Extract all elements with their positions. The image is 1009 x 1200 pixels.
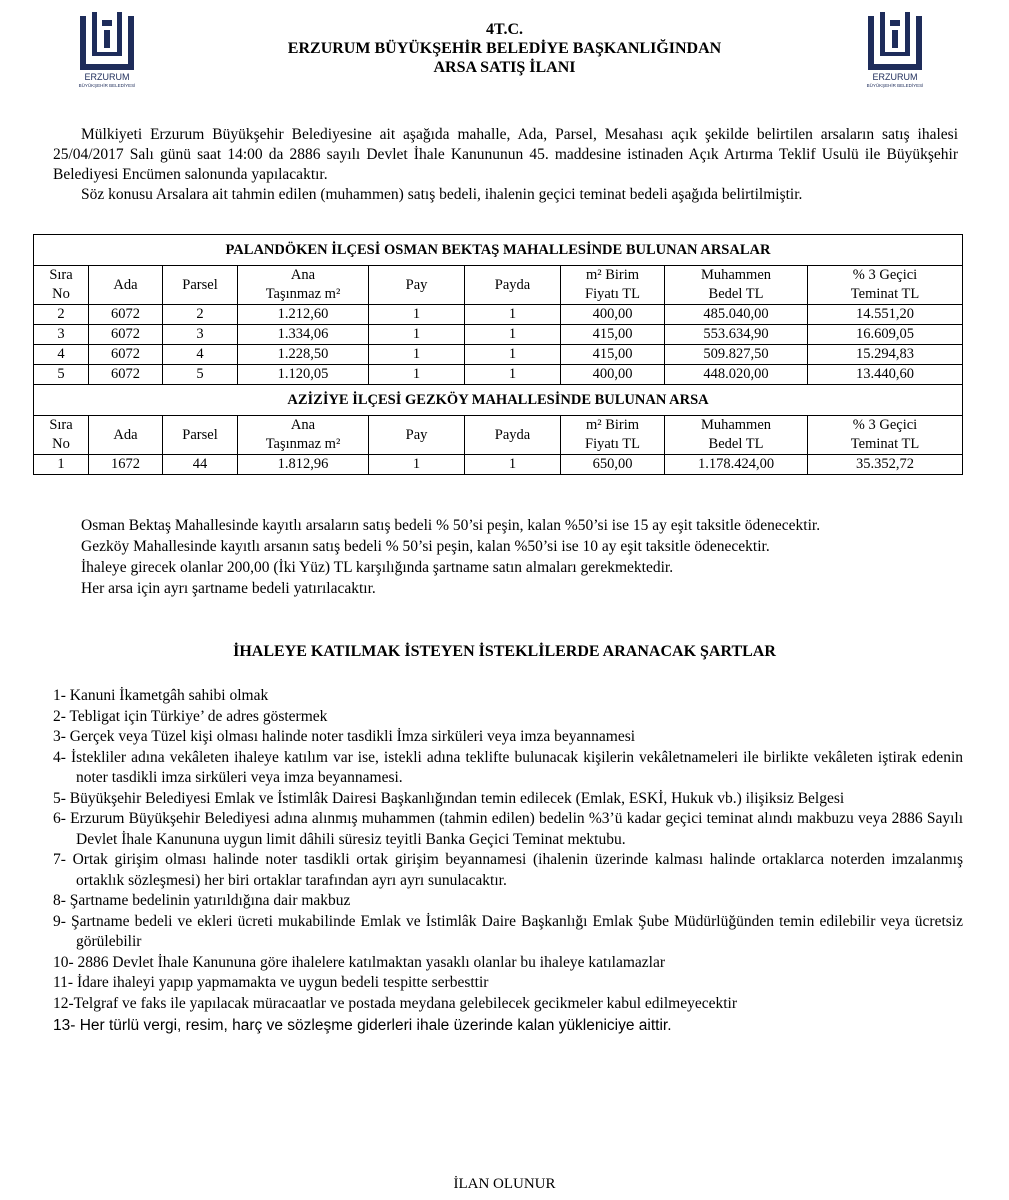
condition-item: 8- Şartname bedelinin yatırıldığına dair makbuz (53, 892, 351, 909)
table-cell: 44 (163, 455, 238, 475)
column-header (34, 416, 89, 455)
column-header (34, 266, 89, 305)
table-row (34, 345, 963, 365)
condition-item: 7- Ortak girişim olması halinde noter tasdikli ortak girişim beyannamesi (ihalenin üzerinde kalması halinde ortaklarca noterden imzalanmış ortaklık sözleşmesi) her biri ortaklar tarafından ayrı ayrı sunulacaktır. (53, 851, 963, 889)
column-header (369, 266, 465, 305)
column-header-line: Teminat TL (850, 286, 920, 302)
table-cell: 485.040,00 (665, 305, 808, 325)
table-cell: 415,00 (561, 345, 665, 365)
column-header (665, 266, 808, 305)
table-cell: 1 (34, 455, 89, 475)
table-cell: 1 (369, 365, 465, 385)
condition-item: 2- Tebligat için Türkiye’ de adres göstermek (53, 707, 328, 725)
column-header (465, 266, 561, 305)
condition-item: 1- Kanuni İkametgâh sahibi olmak (53, 687, 269, 704)
header-line-2: ERZURUM BÜYÜKŞEHİR BELEDİYE BAŞKANLIĞINDAN (287, 40, 722, 57)
table-cell: 5 (34, 365, 89, 385)
table-cell: 6072 (89, 305, 163, 325)
table-cell: 16.609,05 (808, 325, 963, 345)
table-cell: 4 (163, 345, 238, 365)
column-header-line: Muhammen (700, 267, 772, 283)
table-cell: 1 (369, 455, 465, 475)
column-header (369, 416, 465, 455)
table-row (34, 455, 963, 475)
table-cell: 400,00 (561, 365, 665, 385)
column-header (808, 416, 963, 455)
table-cell: 650,00 (561, 455, 665, 475)
column-header (89, 416, 163, 455)
intro-paragraph: Mülkiyeti Erzurum Büyükşehir Belediyesine ait aşağıda mahalle, Ada, Parsel, Mesahası açık şekilde belirtilen arsaların satış ihalesi 25/04/2017 Salı günü saat 14:00 da 2886 sayılı Devlet İhale Kanununun 45. maddesine istinaden Açık Artırma Teklif Usulü ile Büyükşehir Belediyesi Encümen salonunda yapılacaktır. (53, 126, 958, 183)
column-header (808, 266, 963, 305)
intro-section (53, 125, 958, 205)
table-cell: 1.178.424,00 (665, 455, 808, 475)
column-header-line: Ana (290, 417, 316, 433)
column-header-line: Ada (113, 276, 138, 293)
table-cell: 1.334,06 (238, 325, 369, 345)
column-header (665, 416, 808, 455)
table-cell: 14.551,20 (808, 305, 963, 325)
condition-item: 6- Erzurum Büyükşehir Belediyesi adına alınmış muhammen (tahmin edilen) bedelin %3’ü kadar geçici teminat alındı makbuzu veya 2886 Sayılı Devlet İhale Kanununa uygun limit dâhili süresiz teyitli Banka Geçici Teminat mektubu. (53, 810, 963, 848)
table-cell: 1.812,96 (238, 455, 369, 475)
condition-item-last: 13- Her türlü vergi, resim, harç ve sözleşme giderleri ihale üzerinde kalan yükleniciye aittir. (53, 1017, 672, 1034)
column-header-line: Fiyatı TL (585, 436, 640, 452)
column-header-line: Payda (494, 426, 531, 443)
table-header-row (34, 266, 963, 305)
payment-paragraph: Osman Bektaş Mahallesinde kayıtlı arsaların satış bedeli % 50’si peşin, kalan %50’si ise 15 ay eşit taksitle ödenecektir. (81, 517, 821, 534)
table-cell: 3 (34, 325, 89, 345)
column-header-line: % 3 Geçici (852, 417, 918, 433)
table-cell: 1 (369, 305, 465, 325)
column-header-line: Fiyatı TL (585, 286, 640, 302)
payment-paragraph: Gezköy Mahallesinde kayıtlı arsanın satış bedeli % 50’si peşin, kalan %50’si ise 10 ay eşit taksitle ödenecektir. (81, 538, 770, 555)
table-row (34, 365, 963, 385)
column-header-line: Muhammen (700, 417, 772, 433)
table-cell: 2 (34, 305, 89, 325)
column-header-line: Pay (405, 276, 428, 293)
svg-text:BÜYÜKŞEHİR BELEDİYESİ: BÜYÜKŞEHİR BELEDİYESİ (866, 83, 924, 88)
table-cell: 6072 (89, 365, 163, 385)
conditions-list (53, 686, 963, 1037)
column-header-line: Taşınmaz m² (265, 286, 341, 302)
table-cell: 415,00 (561, 325, 665, 345)
header-line-1: 4T.C. (485, 21, 524, 38)
column-header-line: Sıra (49, 267, 73, 283)
column-header-line: Bedel TL (708, 436, 764, 452)
condition-item: 12-Telgraf ve faks ile yapılacak müracaatlar ve postada meydana gelebilecek gecikmeler kabul edilmeyecektir (53, 994, 738, 1012)
table-cell: 4 (34, 345, 89, 365)
column-header-line: Bedel TL (708, 286, 764, 302)
table-cell: 1.228,50 (238, 345, 369, 365)
condition-item: 11- İdare ihaleyi yapıp yapmamakta ve uygun bedeli tespitte serbesttir (53, 974, 489, 991)
svg-text:BÜYÜKŞEHİR BELEDİYESİ: BÜYÜKŞEHİR BELEDİYESİ (78, 83, 136, 88)
svg-text:ERZURUM: ERZURUM (872, 72, 918, 82)
column-header-line: Taşınmaz m² (265, 436, 341, 452)
column-header-line: Sıra (49, 417, 73, 433)
table-cell: 1 (465, 325, 561, 345)
column-header (163, 416, 238, 455)
column-header-line: % 3 Geçici (852, 267, 918, 283)
table-section-title: PALANDÖKEN İLÇESİ OSMAN BEKTAŞ MAHALLESİNDE BULUNAN ARSALAR (34, 235, 963, 266)
condition-item: 10- 2886 Devlet İhale Kanununa göre ihalelere katılmaktan yasaklı olanlar bu ihaleye katılamazlar (53, 953, 666, 971)
condition-item: 3- Gerçek veya Tüzel kişi olması halinde noter tasdikli İmza sirküleri veya imza beyannamesi (53, 728, 636, 745)
table-cell: 1 (465, 365, 561, 385)
table-cell: 448.020,00 (665, 365, 808, 385)
table-cell: 6072 (89, 325, 163, 345)
column-header-line: Parsel (182, 426, 218, 443)
table-cell: 1 (369, 325, 465, 345)
table-cell: 13.440,60 (808, 365, 963, 385)
svg-text:ERZURUM: ERZURUM (84, 72, 130, 82)
table-cell: 400,00 (561, 305, 665, 325)
column-header-line: Parsel (182, 276, 218, 293)
table-row (34, 305, 963, 325)
column-header (238, 266, 369, 305)
table-section-title: AZİZİYE İLÇESİ GEZKÖY MAHALLESİNDE BULUNAN ARSA (34, 385, 963, 416)
land-sale-table (33, 234, 963, 475)
column-header-line: Payda (494, 276, 531, 293)
column-header (163, 266, 238, 305)
table-cell: 553.634,90 (665, 325, 808, 345)
condition-item: 4- İstekliler adına vekâleten ihaleye katılım var ise, istekli adına teklifte bulunacak kişilerin vekâletnameleri ile birlikte vekâleten iştirak edenin noter tasdikli imza sirküleri veya imza beyannamesi. (53, 748, 963, 786)
table-cell: 1.120,05 (238, 365, 369, 385)
table-cell: 6072 (89, 345, 163, 365)
column-header (238, 416, 369, 455)
table-cell: 3 (163, 325, 238, 345)
column-header (561, 266, 665, 305)
table-cell: 1 (465, 345, 561, 365)
table-cell: 1672 (89, 455, 163, 475)
column-header-line: m² Birim (585, 417, 640, 433)
column-header-line: Pay (405, 426, 428, 443)
header-line-3: ARSA SATIŞ İLANI (433, 59, 576, 76)
table-header-row (34, 416, 963, 455)
table-cell: 2 (163, 305, 238, 325)
payment-terms (53, 515, 958, 599)
table-cell: 5 (163, 365, 238, 385)
condition-item: 9- Şartname bedeli ve ekleri ücreti mukabilinde Emlak ve İstimlâk Daire Başkanlığı Emlak Şube Müdürlüğünden temin edilebilir veya ücretsiz görülebilir (53, 912, 963, 950)
conditions-title: İHALEYE KATILMAK İSTEYEN İSTEKLİLERDE ARANACAK ŞARTLAR (233, 643, 776, 660)
column-header (465, 416, 561, 455)
table-cell: 1 (369, 345, 465, 365)
table-cell: 509.827,50 (665, 345, 808, 365)
footer-announcement: İLAN OLUNUR (453, 1176, 556, 1192)
table-cell: 35.352,72 (808, 455, 963, 475)
column-header-line: No (52, 286, 70, 302)
column-header-line: m² Birim (585, 267, 640, 283)
condition-item: 5- Büyükşehir Belediyesi Emlak ve İstimlâk Dairesi Başkanlığından temin edilecek (Emlak, ESKİ, Hukuk vb.) ilişiksiz Belgesi (53, 789, 845, 807)
payment-paragraph: Her arsa için ayrı şartname bedeli yatırılacaktır. (81, 580, 376, 597)
table-cell: 1 (465, 305, 561, 325)
column-header-line: Ada (113, 426, 138, 443)
column-header (561, 416, 665, 455)
document-header (0, 20, 1009, 77)
column-header-line: No (52, 436, 70, 452)
table-row (34, 325, 963, 345)
table-cell: 15.294,83 (808, 345, 963, 365)
column-header (89, 266, 163, 305)
intro-paragraph: Söz konusu Arsalara ait tahmin edilen (muhammen) satış bedeli, ihalenin geçici teminat bedeli aşağıda belirtilmiştir. (81, 186, 803, 203)
payment-paragraph: İhaleye girecek olanlar 200,00 (İki Yüz) TL karşılığında şartname satın almaları gerekmektedir. (81, 559, 674, 576)
column-header-line: Ana (290, 267, 316, 283)
column-header-line: Teminat TL (850, 436, 920, 452)
table-cell: 1.212,60 (238, 305, 369, 325)
table-cell: 1 (465, 455, 561, 475)
